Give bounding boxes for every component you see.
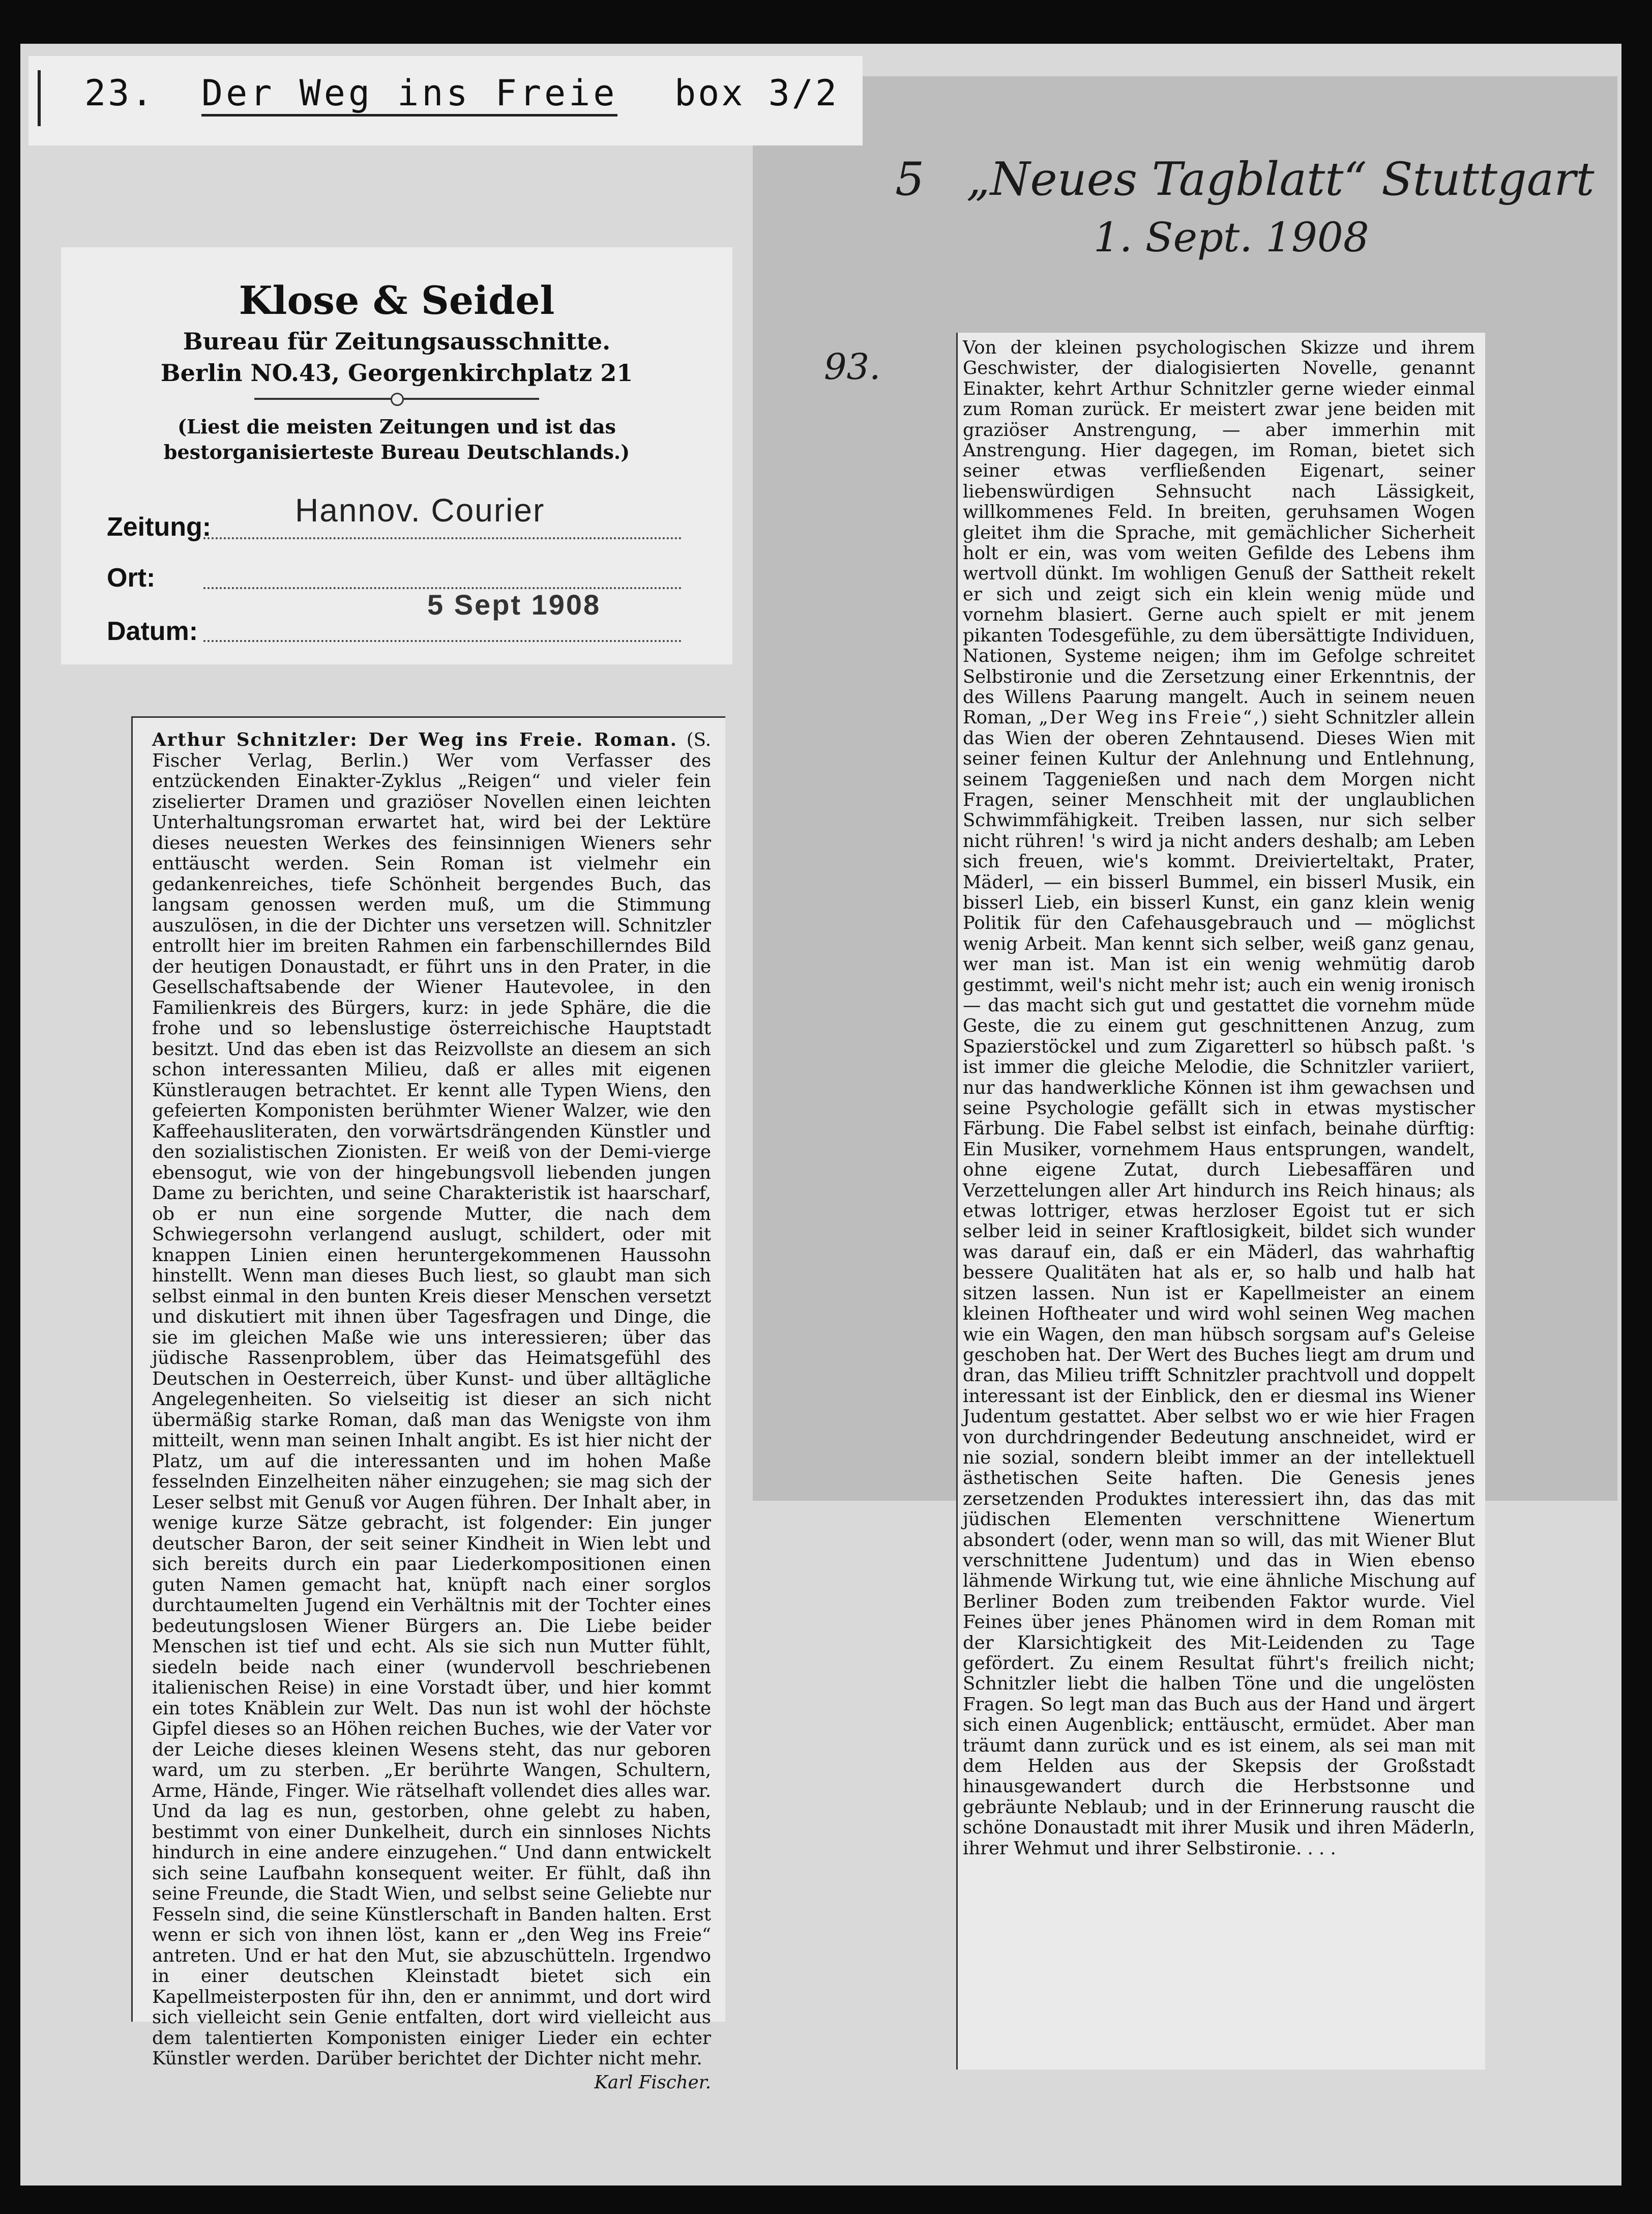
newspaper-label: Zeitung: — [107, 512, 212, 542]
bureau-subtitle: Bureau für Zeitungsausschnitte. — [183, 328, 611, 355]
newspaper-value: Hannov. Courier — [295, 492, 545, 529]
date-line — [203, 640, 682, 642]
right-article-clipping — [956, 333, 1485, 2070]
bureau-note-line1: (Liest die meisten Zeitungen und ist das — [178, 415, 616, 438]
right-article-body-2: ) sieht Schnitzler allein das Wien der oberen Zehntausend. Dieses Wien mit seiner feinen Kultur der Anlehnung und Entlehnung, seinem Taggenießen und nach dem Morgen nicht Fragen, seiner Menschheit mit der unglaublichen Schwimmfähigkeit. Treiben lassen, nur sich selber nicht rühren! 's wird ja nicht anders deshalb; am Leben sich freuen, wie's kommt. Dreivierteltakt, Prater, Mäderl, — ein bisserl Bummel, ein bisserl Musik, ein bisserl Lieb, ein bisserl Kunst, ein ganz klein wenig Politik für den Cafehausgebrauch und — möglichst wenig Arbeit. Man kennt sich selber, weiß ganz genau, wer man ist. Man ist ein wenig wehmütig darob gestimmt, weil's nicht mehr ist; auch ein wenig ironisch — das macht sich gut und gestattet die vornehm müde Geste, die zu einem gut geschnittenen Anzug, zum Spazierstöckel und zum Zigaretterl so hübsch paßt. 's ist immer die gleiche Melodie, die Schnitzler variiert, nur das handwerkliche Können ist ihm gewachsen und seine Psychologie gefällt sich in etwas mystischer Färbung. Die Fabel selbst ist einfach, beinahe dürftig: Ein Musiker, vornehmem Haus entsprungen, wandelt, ohne eigene Zutat, durch Liebesaffären und Verzettelungen aller Art hindurch ins Reich hinaus; als etwas lottriger, etwas herzloser Egoist tut er sich selber leid in seiner Kraftlosigkeit, bildet sich wunder was darauf ein, daß er ein Mäderl, das wahrhaftig bessere Qualitäten hat als er, so halb und halb hat sitzen lassen. Nun ist er Kapellmeister an einem kleinen Hoftheater und wird wohl seinen Weg machen wie ein Wagen, den man hübsch sorgsam auf's Geleise geschoben hat. Der Wert des Buches liegt am drum und dran, das Milieu trifft Schnitzler prachtvoll und doppelt interessant ist der Einblick, den er diesmal ins Wiener Judentum gestattet. Aber selbst wo er wie hier Fragen von durchdringender Bedeutung anschneidet, wird er nie sozial, sondern bleibt immer an der intellektuell ästhetischen Seite haften. Die Genesis jenes zersetzenden Produktes interessiert ihn, das das mit jüdischen Elementen verschnittene Wienertum absondert (oder, wenn man so will, das mit Wiener Blut verschnittene Judentum) und das in Wien ebenso lähmende Wirkung tut, wie eine ähnliche Mischung auf Berliner Boden zum treibenden Faktor wurde. Viel Feines über jenes Phänomen wird in dem Roman mit der Klarsichtigkeit des Mit-Leidenden zu Tage gefördert. Zu einem Resultat führt's freilich nicht; Schnitzler liebt die halben Töne und die ungelösten Fragen. So legt man das Buch aus der Hand und ärgert sich einen Augenblick; enttäuscht, ermüdet. Aber man träumt dann zurück und es ist einem, als sei man mit dem Helden aus der Skepsis der Großstadt hinausgewandert durch die Herbstsonne und gebräunte Neblaub; und in der Erinnerung rauscht die schöne Donaustadt mit ihrer Musik und ihren Mäderln, ihrer Wehmut und ihrer Selbstironie. . . . — [963, 707, 1475, 1859]
bureau-address: Berlin NO.43, Georgenkirchplatz 21 — [160, 359, 633, 387]
left-article-body: (S. Fischer Verlag, Berlin.) Wer vom Verfasser des entzückenden Einakter-Zyklus „Reigen“ und vieler fein ziselierter Dramen und graziöser Novellen einen leichten Unterhaltungsroman erwartet hat, wird bei der Lektüre dieses neuesten Werkes des feinsinnigen Wieners sehr enttäuscht werden. Sein Roman ist vielmehr ein gedankenreiches, tiefe Schönheit bergendes Buch, das langsam genossen werden muß, um die Stimmung auszulösen, in die der Dichter uns versetzen will. Schnitzler entrollt hier im breiten Rahmen ein farbenschillerndes Bild der heutigen Donaustadt, er führt uns in den Prater, in die Gesellschaftsabende der Wiener Hautevolee, in den Familienkreis des Bürgers, kurz: in jede Sphäre, die die frohe und so lebenslustige österreichische Hauptstadt besitzt. Und das eben ist das Reizvollste an diesem an sich schon interessanten Milieu, daß er alles mit eigenen Künstleraugen betrachtet. Er kennt alle Typen Wiens, den gefeierten Komponisten berühmter Wiener Walzer, wie den Kaffeehausliteraten, den vorwärtsdrängenden Künstler und den sozialistischen Zionisten. Er weiß von der Demi-vierge ebensogut, wie von der hingebungsvoll liebenden jungen Dame zu berichten, und seine Charakteristik ist haarscharf, ob er nun eine sorgende Mutter, die nach dem Schwiegersohn verlangend auslugt, schildert, oder mit knappen Linien einen heruntergekommenen Haussohn hinstellt. Wenn man dieses Buch liest, so glaubt man sich selbst einmal in den bunten Kreis dieser Menschen versetzt und diskutiert mit ihnen über Tagesfragen und Dinge, die sie im gleichen Maße wie uns interessieren; über das jüdische Rassenproblem, über das Heimatsgefühl des Deutschen in Oesterreich, über Kunst- und über alltägliche Angelegenheiten. So vielseitig ist dieser an sich nicht übermäßig starke Roman, daß man das Wenigste von ihm mitteilt, wenn man seinen Inhalt angibt. Es ist hier nicht der Platz, um auf die interessanten und im hohen Maße fesselnden Einzelheiten näher einzugehen; sie mag sich der Leser selbst mit Genuß vor Augen führen. Der Inhalt aber, in wenige kurze Sätze gebracht, ist folgender: Ein junger deutscher Baron, der seit seiner Kindheit in Wien lebt und sich bereits durch ein paar Liederkompositionen einen guten Namen gemacht hat, knüpft nach einer sorglos durchtaumelten Jugend ein Verhältnis mit der Tochter eines bedeutungslosen Wiener Bürgers an. Die Liebe beider Menschen ist tief und echt. Als sie sich nun Mutter fühlt, siedeln beide nach einer (wundervoll beschriebenen italienischen Reise) in eine Vorstadt über, und hier kommt ein totes Knäblein zur Welt. Das nun ist wohl der höchste Gipfel dieses so an Höhen reichen Buches, wie der Vater vor der Leiche dieses kleinen Wesens steht, das nur geboren ward, um zu sterben. „Er berührte Wangen, Schultern, Arme, Hände, Finger. Wie rätselhaft vollendet dies alles war. Und da lag es nun, gestorben, ohne gelebt zu haben, bestimmt von einer Dunkelheit, durch ein sinnloses Nichts hindurch in eine andere einzugehen.“ Und dann entwickelt sich seine Laufbahn konsequent weiter. Er fühlt, daß ihn seine Freunde, die Stadt Wien, und selbst seine Geliebte nur Fesseln sind, die seine Künstlerschaft in Banden halten. Erst wenn er sich von ihnen löst, kann er „den Weg ins Freie“ antreten. Und er hat den Mut, sie abzuschütteln. Irgendwo in einer deutschen Kleinstadt bietet sich ein Kapellmeisterposten für ihn, den er annimmt, und dort wird sich vielleicht sein Genie entfalten, dort wird vielleicht aus dem talentierten Komponisten einiger Lieder ein echter Künstler werden. Darüber berichtet der Dichter nicht mehr. — [152, 730, 711, 2069]
newspaper-line — [203, 537, 682, 539]
bureau-name: Klose & Seidel — [239, 278, 555, 323]
place-label: Ort: — [107, 563, 156, 593]
handwritten-mark: 5 — [895, 153, 925, 206]
archive-title: Der Weg ins Freie — [201, 72, 617, 116]
archive-box: box 3/2 — [674, 72, 839, 114]
handwritten-number: 93. — [824, 346, 881, 388]
archive-label — [28, 56, 863, 145]
label-bracket — [38, 70, 41, 126]
handwritten-date: 1. Sept. 1908 — [1094, 214, 1369, 261]
left-article-clipping — [131, 716, 725, 2093]
left-article-title: Arthur Schnitzler: Der Weg ins Freie. Roman. — [152, 730, 677, 750]
date-stamp: 5 Sept 1908 — [427, 589, 601, 621]
bureau-note-line2: bestorganisierteste Bureau Deutschlands.) — [163, 441, 630, 463]
date-label: Datum: — [107, 617, 198, 646]
clipping-bureau-header — [61, 247, 732, 664]
ornament-divider — [254, 398, 539, 400]
right-article-title-inline: „Der Weg ins Freie“, — [1039, 707, 1261, 729]
left-article-signature: Karl Fischer. — [594, 2072, 711, 2093]
archive-number: 23. — [84, 72, 155, 114]
right-article-body-1: Von der kleinen psychologischen Skizze und ihrem Geschwister, der dialogisierten Novelle, genannt Einakter, kehrt Arthur Schnitzler gerne wieder einmal zum Roman zurück. Er meistert zwar jene beiden mit graziöser Anstrengung, — aber immerhin mit Anstrengung. Hier dagegen, im Roman, bietet sich seiner etwas verfließenden Eigenart, seiner liebenswürdigen Sehnsucht nach Lässigkeit, willkommenes Feld. In breiten, geruhsamen Wogen gleitet ihm die Sprache, mit gemächlicher Sicherheit holt er ein, was vom weiten Gefilde des Lebens ihm wertvoll dünkt. Im wohligen Genuß der Sattheit rekelt er sich und zeigt sich ein klein wenig müde und vornehm blasiert. Gerne auch spielt er mit jenem pikanten Todesgefühle, zu dem übersättigte Individuen, Nationen, Systeme neigen; ihm im Gefolge schreitet Selbstironie und die Zersetzung einer Erkenntnis, der des Willens Paarung mangelt. Auch in seinem neuen Roman, — [963, 337, 1475, 729]
handwritten-source: „Neues Tagblatt“ Stuttgart — [966, 153, 1595, 206]
